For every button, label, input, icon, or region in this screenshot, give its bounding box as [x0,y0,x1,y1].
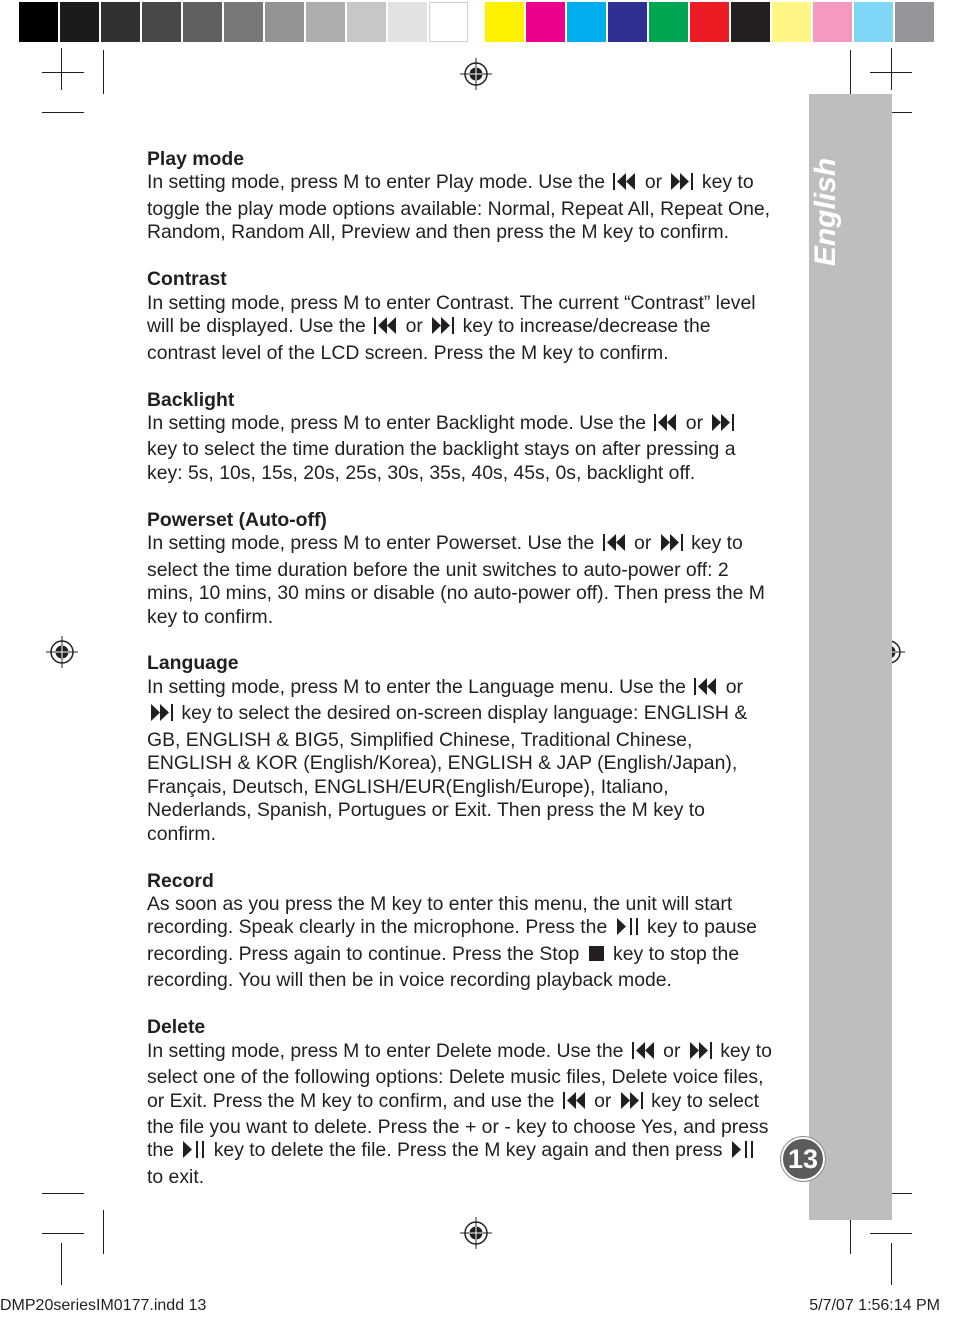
color-swatch [142,2,181,42]
body-text: key to select the desired on-screen display language: ENGLISH & GB, ENGLISH & BIG5, Simplified Chinese, Traditional Chinese, ENGLISH & KOR (English/Korea), ENGLISH & JAP (English/Japan), Français, Deutsch, ENGLISH/EUR(English/Europe), Italiano, Nederlands, Spanish, Portugues or Exit. Then press the M key to confirm. [147,702,748,845]
registration-mark-top [460,58,492,90]
color-swatch [306,2,345,42]
next-track-icon [619,1091,644,1116]
color-swatch [690,2,729,42]
section-body [147,893,772,993]
section-record [147,870,772,993]
previous-track-icon [612,172,637,197]
section-play-mode [147,148,772,245]
section-contrast [147,268,772,365]
section-language [147,652,772,846]
slug-file-name: DMP20seriesIM0177.indd 13 [0,1297,207,1314]
body-text: key to select the time duration before the unit switches to auto-power off: 2 mins, 10 mins, 30 mins or disable (no auto-power off). Then press the M key to confirm. [147,532,765,628]
body-text: In setting mode, press M to enter Backlight mode. Use the [147,411,652,434]
language-tab-label: English [809,157,842,267]
play-pause-icon [615,917,640,942]
color-swatch [608,2,647,42]
body-text: key to select the file you want to delete. Press the + or - key to choose Yes, and press the [147,1089,769,1162]
section-body [147,412,772,485]
manual-content [147,148,772,1213]
section-heading: Backlight [147,388,235,411]
slug-timestamp: 5/7/07 1:56:14 PM [809,1297,940,1314]
section-heading: Play mode [147,148,244,170]
body-text: In setting mode, press M to enter Contrast. The current “Contrast” level will be displayed. Use the [147,291,756,338]
color-swatch [895,2,934,42]
section-delete [147,1016,772,1189]
color-swatch [347,2,386,42]
next-track-icon [430,316,455,341]
next-track-icon [688,1041,713,1066]
color-swatch [429,2,468,42]
body-text: key to delete the file. Press the M key again and then press [208,1139,728,1162]
previous-track-icon [653,413,678,438]
body-text: key to stop the recording. You will then be in voice recording playback mode. [147,942,740,992]
body-text: In setting mode, press M to enter the Language menu. Use the [147,675,692,698]
color-swatch [265,2,304,42]
color-swatch [813,2,852,42]
section-heading: Contrast [147,268,227,291]
previous-track-icon [602,533,627,558]
section-body [147,676,772,846]
color-swatch [854,2,893,42]
color-swatch [388,2,427,42]
body-text: As soon as you press the M key to enter this menu, the unit will start recording. Speak clearly in the microphone. Press the [147,892,733,939]
previous-track-icon [373,316,398,341]
body-text: key to select one of the following options: Delete music files, Delete voice files, or Exit. Press the M key to confirm, and use the [147,1039,772,1112]
registration-mark-bottom [460,1217,492,1249]
page-number-badge: 13 [781,1137,825,1181]
previous-track-icon [562,1091,587,1116]
body-text: or [657,1039,686,1062]
section-heading: Delete [147,1016,206,1039]
body-text: or [588,1089,617,1112]
previous-track-icon [631,1041,656,1066]
body-text: In setting mode, press M to enter Play mode. Use the [147,171,611,194]
next-track-icon [149,703,174,728]
section-body [147,171,772,244]
body-text: or [639,171,668,194]
section-body [147,532,772,629]
body-text: key to toggle the play mode options available: Normal, Repeat All, Repeat One, Random, Random All, Preview and then press the M key to confirm. [147,171,771,244]
color-swatch [485,2,524,42]
registration-mark-left [46,636,78,668]
process-color-bar [485,2,936,42]
grayscale-color-bar [19,2,470,42]
body-text: key to increase/decrease the contrast level of the LCD screen. Press the M key to confirm. [147,315,711,364]
body-text: In setting mode, press M to enter Powerset. Use the [147,532,600,555]
color-swatch [772,2,811,42]
color-swatch [567,2,606,42]
stop-icon [587,944,606,969]
body-text: or [628,532,657,555]
section-heading: Language [147,652,239,675]
section-heading: Record [147,869,214,892]
previous-track-icon [693,677,718,702]
body-text: In setting mode, press M to enter Delete mode. Use the [147,1039,629,1062]
next-track-icon [669,172,694,197]
next-track-icon [659,533,684,558]
section-backlight [147,389,772,486]
body-text: key to select the time duration the backlight stays on after pressing a key: 5s, 10s, 15s, 20s, 25s, 30s, 35s, 40s, 45s, 0s, backlight off. [147,438,736,484]
section-body [147,292,772,365]
play-pause-icon [730,1140,755,1165]
color-swatch [224,2,263,42]
color-swatch [731,2,770,42]
color-swatch [19,2,58,42]
section-powerset-auto-off [147,509,772,629]
body-text: or [400,315,429,338]
section-heading: Powerset (Auto-off) [147,508,327,531]
color-swatch [60,2,99,42]
color-swatch [526,2,565,42]
next-track-icon [710,413,735,438]
color-swatch [183,2,222,42]
body-text: or [680,411,709,434]
color-swatch [649,2,688,42]
body-text: or [720,675,743,698]
section-body [147,1040,772,1190]
body-text: to exit. [147,1165,205,1188]
play-pause-icon [181,1140,206,1165]
color-swatch [101,2,140,42]
body-text: key to pause recording. Press again to continue. Press the Stop [147,916,757,965]
